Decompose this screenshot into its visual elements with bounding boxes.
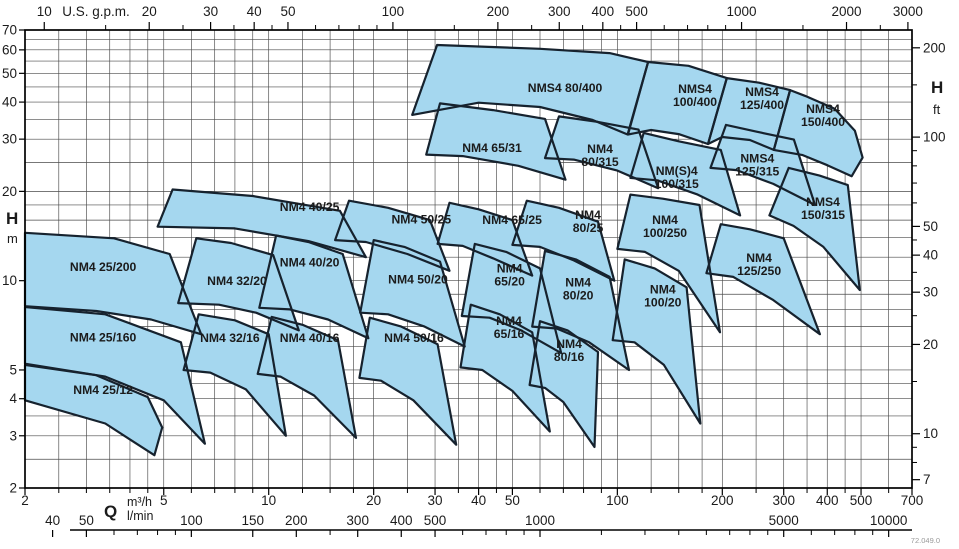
- top-axis-label: 300: [547, 4, 571, 19]
- top-axis-label: 3000: [892, 4, 923, 19]
- bottom-axis-unit-lmin: l/min: [127, 509, 154, 523]
- region-label-nm4-32-20: NM4 32/20: [207, 274, 267, 289]
- left-axis-label: 70: [1, 22, 17, 38]
- region-label-nm4-65-31: NM4 65/31: [462, 141, 522, 156]
- bottom-axis-label: 5: [159, 493, 168, 508]
- bottom-axis-label: 2: [21, 493, 29, 508]
- left-axis-unit: m: [7, 231, 18, 246]
- region-label-nm4-25-160: NM4 25/160: [69, 330, 137, 345]
- left-axis-label: 3: [9, 428, 17, 444]
- right-axis-label: 100: [923, 129, 946, 145]
- region-label-nm4-80-25: NM4 80/25: [572, 207, 604, 235]
- region-label-nm4-50-16: NM4 50/16: [384, 330, 444, 345]
- region-label-nms4-150-315: NMS4 150/315: [801, 194, 846, 222]
- bottom-axis-label: 40: [471, 493, 487, 508]
- right-axis-label: 50: [923, 218, 939, 234]
- bottom-axis-label: 200: [711, 493, 734, 508]
- region-label-nm4-50-25: NM4 50/25: [391, 212, 452, 227]
- lmin-axis-label: 40: [45, 513, 61, 528]
- region-label-nms4-100-400: NMS4 100/400: [672, 81, 718, 109]
- region-label-nm4-40-25: NM4 40/25: [279, 200, 340, 215]
- left-axis-symbol: H: [6, 209, 19, 228]
- region-label-nm4-100-250: NM4 100/250: [642, 212, 688, 240]
- lmin-axis-label: 100: [180, 513, 203, 528]
- top-axis-label: 200: [486, 4, 510, 19]
- region-label-nms4-125-400: NMS4 125/400: [740, 84, 785, 112]
- bottom-axis-label: 20: [366, 493, 382, 508]
- right-axis-label: 200: [923, 40, 946, 56]
- top-axis-unit: U.S. g.p.m.: [62, 4, 130, 19]
- region-label-nm4-80-16: NM4 80/16: [553, 336, 585, 364]
- top-axis-label: 10: [36, 4, 52, 19]
- region-label-nm4-65-16: NM4 65/16: [493, 313, 525, 341]
- bottom-axis-label: 100: [606, 493, 629, 508]
- left-axis-label: 40: [1, 94, 17, 110]
- lmin-axis-label: 1000: [524, 513, 556, 528]
- bottom-axis-label: 400: [815, 493, 839, 508]
- left-axis-label: 60: [1, 42, 17, 58]
- right-axis-unit: ft: [933, 102, 941, 117]
- top-axis-label: 1000: [726, 4, 757, 19]
- region-label-nm4-25-12: NM4 25/12: [73, 382, 133, 397]
- region-label-nm4-80-315: NM4 80/315: [581, 142, 619, 170]
- region-label-nm4-125-250: NM4 125/250: [737, 250, 782, 278]
- bottom-axis-label: 10: [261, 493, 277, 508]
- right-axis-label: 10: [923, 426, 939, 442]
- bottom-axis-label: 500: [849, 493, 873, 508]
- lmin-axis-label: 10000: [869, 513, 908, 528]
- region-label-nm4-50-20: NM4 50/20: [388, 272, 448, 287]
- lmin-axis-label: 300: [346, 513, 369, 528]
- region-label-nm4-40-16: NM4 40/16: [279, 330, 340, 345]
- region-label-nms4-150-400: NMS4 150/400: [801, 101, 846, 129]
- lmin-axis-label: 50: [78, 513, 94, 528]
- lmin-axis-label: 5000: [768, 513, 799, 528]
- right-axis-symbol: H: [931, 78, 944, 97]
- region-label-nm4-100-20: NM4 100/20: [644, 282, 682, 310]
- lmin-axis-label: 400: [389, 513, 413, 528]
- bottom-axis-label: 300: [772, 493, 795, 508]
- top-axis-label: 2000: [831, 4, 862, 19]
- lmin-axis-label: 200: [285, 513, 308, 528]
- left-axis-label: 4: [9, 391, 17, 407]
- right-axis-label: 30: [923, 284, 939, 300]
- lmin-axis-label: 150: [241, 513, 265, 528]
- region-label-nm4-80-20: NM4 80/20: [562, 275, 594, 303]
- lmin-axis-label: 500: [423, 513, 447, 528]
- top-axis-label: 50: [280, 4, 296, 19]
- right-axis-label: 40: [923, 247, 939, 263]
- region-label-nms4-80-400: NMS4 80/400: [527, 81, 603, 96]
- left-axis-label: 30: [1, 131, 17, 147]
- top-axis-label: 20: [141, 4, 157, 19]
- region-label-nms4-125-315: NMS4 125/315: [735, 151, 780, 179]
- top-axis-label: 100: [381, 4, 405, 19]
- left-axis-label: 2: [9, 480, 17, 496]
- bottom-axis-label: 30: [427, 493, 443, 508]
- left-axis-label: 50: [1, 65, 17, 81]
- region-label-nm4-32-16: NM4 32/16: [200, 330, 260, 345]
- right-axis-label: 7: [923, 472, 931, 488]
- right-axis-label: 20: [923, 336, 939, 352]
- bottom-axis-symbol: Q: [104, 502, 118, 521]
- region-label-nm4-65-25: NM4 65/25: [482, 213, 542, 228]
- top-axis-label: 400: [591, 4, 615, 19]
- left-axis-label: 5: [9, 362, 17, 378]
- left-axis-label: 10: [1, 273, 17, 289]
- bottom-axis-label: 50: [504, 493, 520, 508]
- left-axis-label: 20: [1, 183, 17, 199]
- region-label-nm4-65-20: NM4 65/20: [494, 261, 525, 289]
- footnote-code-svg: 72.049.0: [910, 536, 940, 545]
- bottom-axis-label: 700: [900, 493, 924, 508]
- region-label-nm-s-4-100-315: NM(S)4 100/315: [654, 163, 699, 191]
- top-axis-label: 500: [625, 4, 648, 19]
- region-label-nm4-25-200: NM4 25/200: [69, 260, 137, 275]
- top-axis-label: 30: [203, 4, 219, 19]
- bottom-axis-unit-m3h: m³/h: [127, 495, 152, 509]
- top-axis-label: 40: [246, 4, 262, 19]
- region-label-nm4-40-20: NM4 40/20: [279, 255, 340, 270]
